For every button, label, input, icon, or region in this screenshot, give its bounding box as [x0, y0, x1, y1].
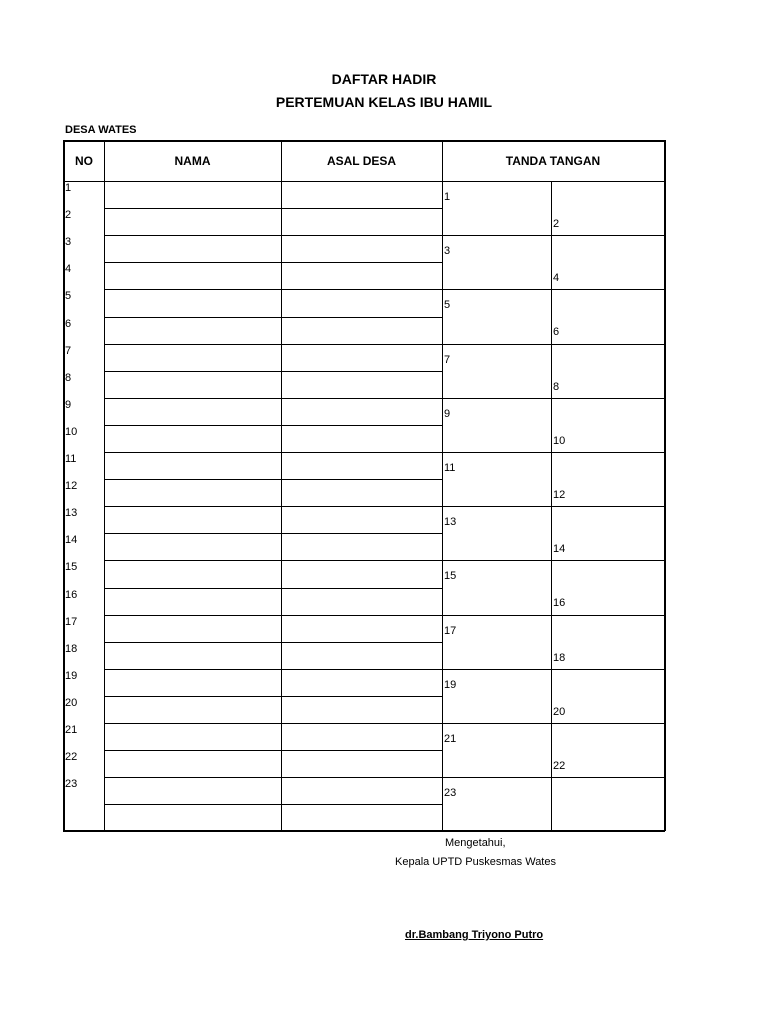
signature-number-left: 21 — [444, 733, 457, 745]
table-border-top — [63, 140, 665, 142]
column-divider — [281, 140, 282, 831]
row-number: 18 — [65, 643, 78, 655]
signature-number-right: 14 — [553, 543, 566, 555]
signature-number-right: 8 — [553, 381, 560, 393]
signature-number-left: 15 — [444, 570, 457, 582]
row-divider — [104, 669, 442, 670]
row-divider — [104, 696, 442, 697]
header-no: NO — [75, 154, 93, 168]
row-divider — [104, 533, 442, 534]
signature-number-left: 9 — [444, 408, 451, 420]
signatory-position: Kepala UPTD Puskesmas Wates — [395, 856, 556, 868]
signature-row-divider — [442, 506, 665, 507]
signature-number-right: 20 — [553, 706, 566, 718]
signature-number-right: 4 — [553, 272, 560, 284]
header-tanda-tangan: TANDA TANGAN — [505, 154, 601, 168]
signature-number-right: 6 — [553, 326, 560, 338]
header-asal-desa: ASAL DESA — [326, 154, 397, 168]
signature-row-divider — [442, 723, 665, 724]
row-number: 13 — [65, 507, 78, 519]
row-number: 6 — [65, 318, 72, 330]
column-divider — [442, 140, 443, 831]
row-divider — [104, 208, 442, 209]
signature-number-right: 10 — [553, 435, 566, 447]
row-number: 9 — [65, 399, 72, 411]
row-divider — [104, 289, 442, 290]
row-divider — [104, 804, 442, 805]
row-divider — [104, 371, 442, 372]
row-number: 1 — [65, 182, 72, 194]
row-divider — [104, 723, 442, 724]
signature-number-left: 3 — [444, 245, 451, 257]
signature-number-left: 7 — [444, 354, 451, 366]
signature-row-divider — [442, 289, 665, 290]
row-divider — [104, 452, 442, 453]
row-divider — [104, 615, 442, 616]
row-divider — [104, 479, 442, 480]
row-number: 17 — [65, 616, 78, 628]
signature-number-right: 16 — [553, 597, 566, 609]
row-number: 10 — [65, 426, 78, 438]
header-nama: NAMA — [174, 154, 211, 168]
signature-number-right: 18 — [553, 652, 566, 664]
document-subtitle: PERTEMUAN KELAS IBU HAMIL — [275, 94, 493, 110]
column-divider — [104, 140, 105, 831]
row-number: 4 — [65, 263, 72, 275]
row-number: 11 — [65, 453, 77, 465]
row-divider — [104, 642, 442, 643]
signature-row-divider — [442, 398, 665, 399]
row-number: 12 — [65, 480, 78, 492]
signature-number-right: 12 — [553, 489, 566, 501]
signature-number-left: 23 — [444, 787, 457, 799]
signature-row-divider — [442, 452, 665, 453]
row-divider — [104, 235, 442, 236]
signature-row-divider — [442, 777, 665, 778]
row-number: 21 — [65, 724, 78, 736]
row-number: 20 — [65, 697, 78, 709]
row-divider — [104, 344, 442, 345]
row-number: 23 — [65, 778, 78, 790]
signature-number-left: 5 — [444, 299, 451, 311]
acknowledgement-text: Mengetahui, — [445, 837, 506, 849]
table-border-bottom — [63, 830, 665, 832]
signature-row-divider — [442, 560, 665, 561]
row-number: 8 — [65, 372, 72, 384]
row-divider — [104, 777, 442, 778]
row-divider — [104, 398, 442, 399]
row-number: 19 — [65, 670, 78, 682]
signatory-name: dr.Bambang Triyono Putro — [405, 929, 544, 941]
village-label: DESA WATES — [65, 124, 137, 136]
row-divider — [104, 750, 442, 751]
row-number: 5 — [65, 290, 72, 302]
document-title: DAFTAR HADIR — [331, 71, 437, 87]
row-number: 2 — [65, 209, 72, 221]
row-divider — [104, 317, 442, 318]
row-divider — [104, 588, 442, 589]
signature-row-divider — [442, 615, 665, 616]
row-divider — [104, 425, 442, 426]
attendance-table — [63, 140, 665, 831]
row-divider — [104, 560, 442, 561]
signature-number-left: 17 — [444, 625, 457, 637]
signature-row-divider — [442, 344, 665, 345]
signature-number-left: 13 — [444, 516, 457, 528]
table-border-right — [664, 140, 666, 831]
row-number: 15 — [65, 561, 78, 573]
signature-number-left: 11 — [444, 462, 456, 474]
signature-row-divider — [442, 235, 665, 236]
signature-row-divider — [442, 669, 665, 670]
row-divider — [104, 506, 442, 507]
row-number: 22 — [65, 751, 78, 763]
signature-number-left: 1 — [444, 191, 451, 203]
row-number: 16 — [65, 589, 78, 601]
row-number: 7 — [65, 345, 72, 357]
row-number: 3 — [65, 236, 72, 248]
row-number: 14 — [65, 534, 78, 546]
header-divider — [63, 181, 665, 182]
signature-number-right: 22 — [553, 760, 566, 772]
signature-number-right: 2 — [553, 218, 560, 230]
row-divider — [104, 262, 442, 263]
signature-number-left: 19 — [444, 679, 457, 691]
